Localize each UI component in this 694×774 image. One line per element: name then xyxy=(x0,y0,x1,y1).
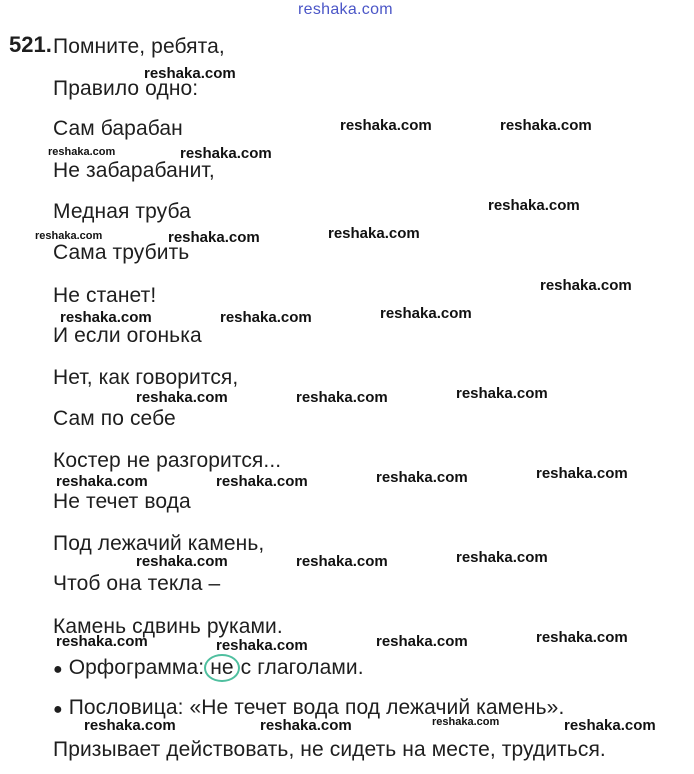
watermark: reshaka.com xyxy=(536,629,628,646)
poem-line-5: Сама трубить xyxy=(53,241,190,264)
watermark: reshaka.com xyxy=(540,277,632,294)
poem-line-12: Под лежачий камень, xyxy=(53,532,265,555)
watermark: reshaka.com xyxy=(136,389,228,406)
poem-line-4: Медная труба xyxy=(53,200,191,223)
poem-line-2: Сам барабан xyxy=(53,117,183,140)
conclusion-text: Призывает действовать, не сидеть на месте, трудиться. xyxy=(53,738,606,761)
watermark: reshaka.com xyxy=(144,65,236,82)
watermark: reshaka.com xyxy=(296,389,388,406)
watermark: reshaka.com xyxy=(564,717,656,734)
poem-line-14: Камень сдвинь руками. xyxy=(53,615,283,638)
watermark: reshaka.com xyxy=(380,305,472,322)
watermark: reshaka.com xyxy=(432,716,500,728)
watermark: reshaka.com xyxy=(168,229,260,246)
bullet-icon: ● xyxy=(53,661,63,678)
watermark: reshaka.com xyxy=(216,637,308,654)
watermark: reshaka.com xyxy=(216,473,308,490)
watermark: reshaka.com xyxy=(296,553,388,570)
watermark: reshaka.com xyxy=(376,633,468,650)
watermark: reshaka.com xyxy=(220,309,312,326)
watermark: reshaka.com xyxy=(488,197,580,214)
poem-line-13: Чтоб она текла – xyxy=(53,572,221,595)
watermark: reshaka.com xyxy=(35,230,103,242)
poem-line-10: Костер не разгорится... xyxy=(53,449,282,472)
site-header-watermark: reshaka.com xyxy=(298,1,393,18)
watermark: reshaka.com xyxy=(56,473,148,490)
watermark: reshaka.com xyxy=(376,469,468,486)
poem-line-9: Сам по себе xyxy=(53,407,176,430)
poem-line-0: Помните, ребята, xyxy=(53,35,225,58)
watermark: reshaka.com xyxy=(48,146,116,158)
poem-line-6: Не станет! xyxy=(53,284,157,307)
watermark: reshaka.com xyxy=(260,717,352,734)
watermark: reshaka.com xyxy=(500,117,592,134)
watermark: reshaka.com xyxy=(84,717,176,734)
poem-line-3: Не забарабанит, xyxy=(53,159,215,182)
watermark: reshaka.com xyxy=(340,117,432,134)
poem-line-7: И если огонька xyxy=(53,324,202,347)
poem-line-1: Правило одно: xyxy=(53,77,199,100)
orthogram-rest: с глаголами. xyxy=(240,656,364,679)
watermark: reshaka.com xyxy=(136,553,228,570)
watermark: reshaka.com xyxy=(56,633,148,650)
watermark: reshaka.com xyxy=(536,465,628,482)
watermark: reshaka.com xyxy=(180,145,272,162)
orthogram-highlight: не xyxy=(204,654,239,682)
bullet-icon: ● xyxy=(53,701,63,718)
orthogram-note xyxy=(53,656,364,682)
watermark: reshaka.com xyxy=(456,549,548,566)
orthogram-label: Орфограмма: xyxy=(68,656,205,679)
exercise-number: 521. xyxy=(9,32,52,57)
poem-line-8: Нет, как говорится, xyxy=(53,366,239,389)
watermark: reshaka.com xyxy=(328,225,420,242)
watermark: reshaka.com xyxy=(60,309,152,326)
proverb-text: Пословица: «Не течет вода под лежачий камень». xyxy=(68,696,565,719)
watermark: reshaka.com xyxy=(456,385,548,402)
poem-line-11: Не течет вода xyxy=(53,490,191,513)
